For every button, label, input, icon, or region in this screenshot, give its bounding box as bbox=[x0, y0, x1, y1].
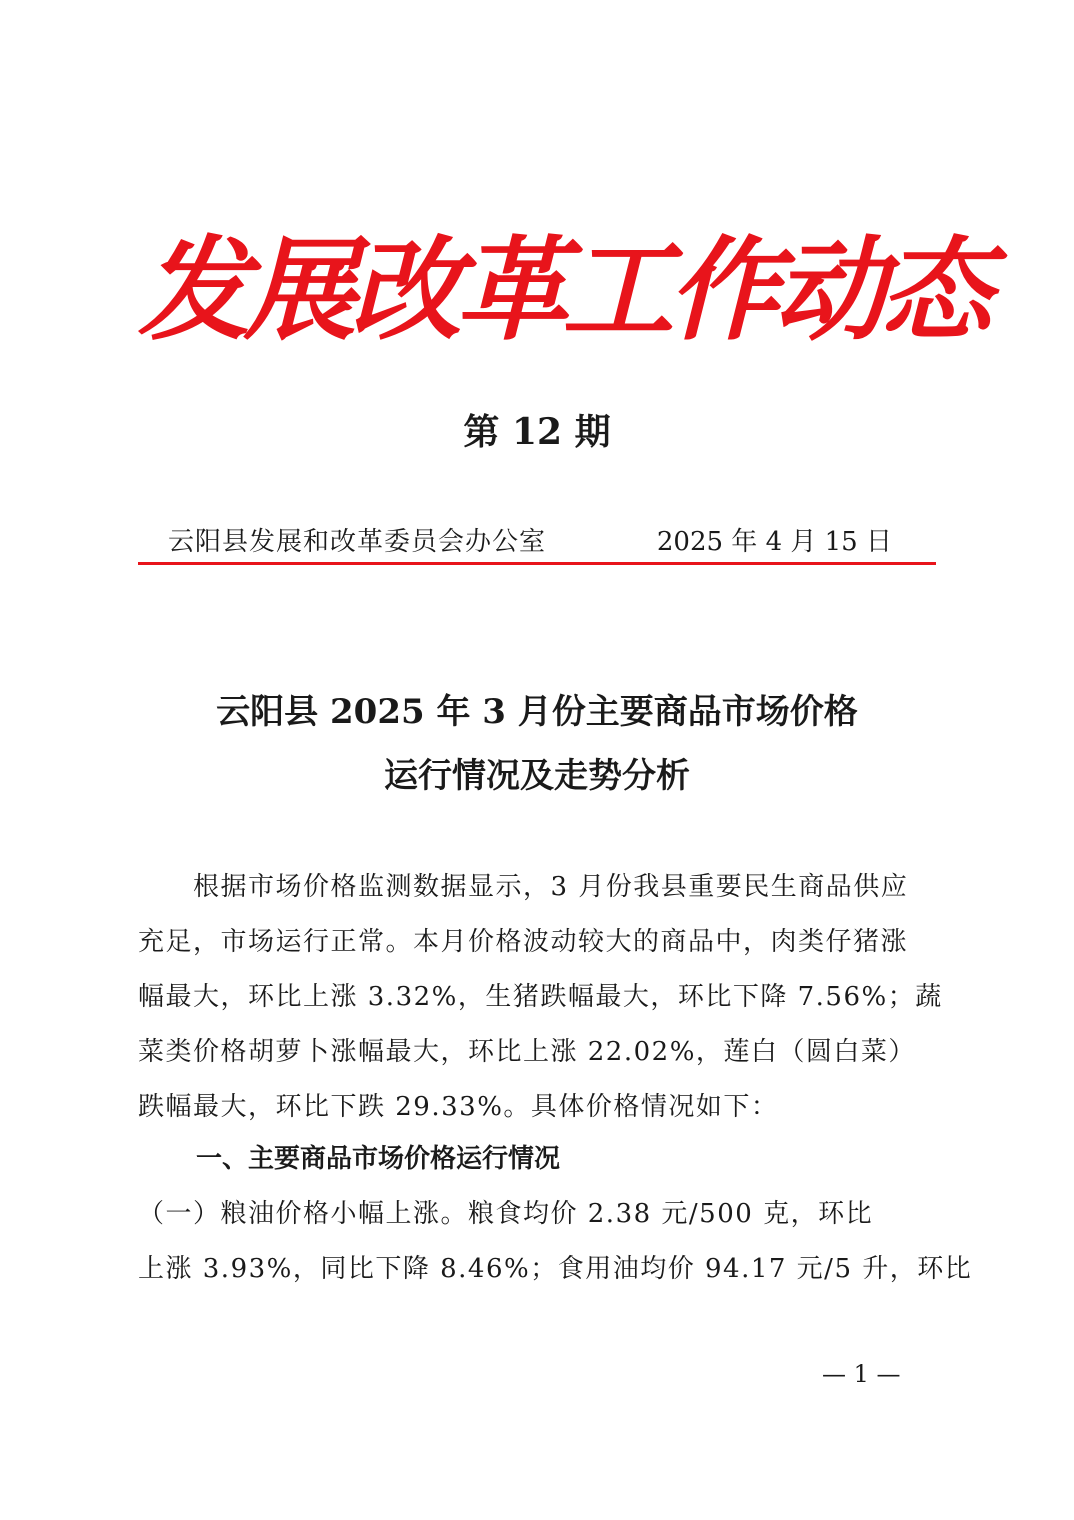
paragraph-line: 根据市场价格监测数据显示，3 月份我县重要民生商品供应 bbox=[138, 872, 909, 902]
subsection-line: （一）粮油价格小幅上涨。粮食均价 2.38 元/500 克，环比 bbox=[138, 1199, 874, 1229]
paragraph-line: 菜类价格胡萝卜涨幅最大，环比上涨 22.02%，莲白（圆白菜） bbox=[138, 1037, 916, 1067]
issue-date: 2025 年 4 月 15 日 bbox=[656, 527, 892, 557]
issuer-name: 云阳县发展和改革委员会办公室 bbox=[168, 527, 547, 557]
page-number: — 1 — bbox=[822, 1360, 901, 1388]
section-heading: 一、主要商品市场价格运行情况 bbox=[196, 1144, 561, 1174]
paragraph-line: 幅最大，环比上涨 3.32%，生猪跌幅最大，环比下降 7.56%；蔬 bbox=[138, 982, 943, 1012]
subsection-line: 上涨 3.93%，同比下降 8.46%；食用油均价 94.17 元/5 升，环比 bbox=[138, 1254, 973, 1284]
paragraph-line: 跌幅最大，环比下跌 29.33%。具体价格情况如下： bbox=[138, 1092, 779, 1122]
red-divider bbox=[138, 562, 936, 565]
masthead-title: 发展改革工作动态 bbox=[138, 225, 986, 356]
document-title-line-1: 云阳县 2025 年 3 月份主要商品市场价格 bbox=[216, 692, 858, 732]
paragraph-line: 充足，市场运行正常。本月价格波动较大的商品中，肉类仔猪涨 bbox=[138, 927, 909, 957]
issue-number: 第 12 期 bbox=[463, 411, 611, 453]
document-title-line-2: 运行情况及走势分析 bbox=[384, 756, 690, 796]
